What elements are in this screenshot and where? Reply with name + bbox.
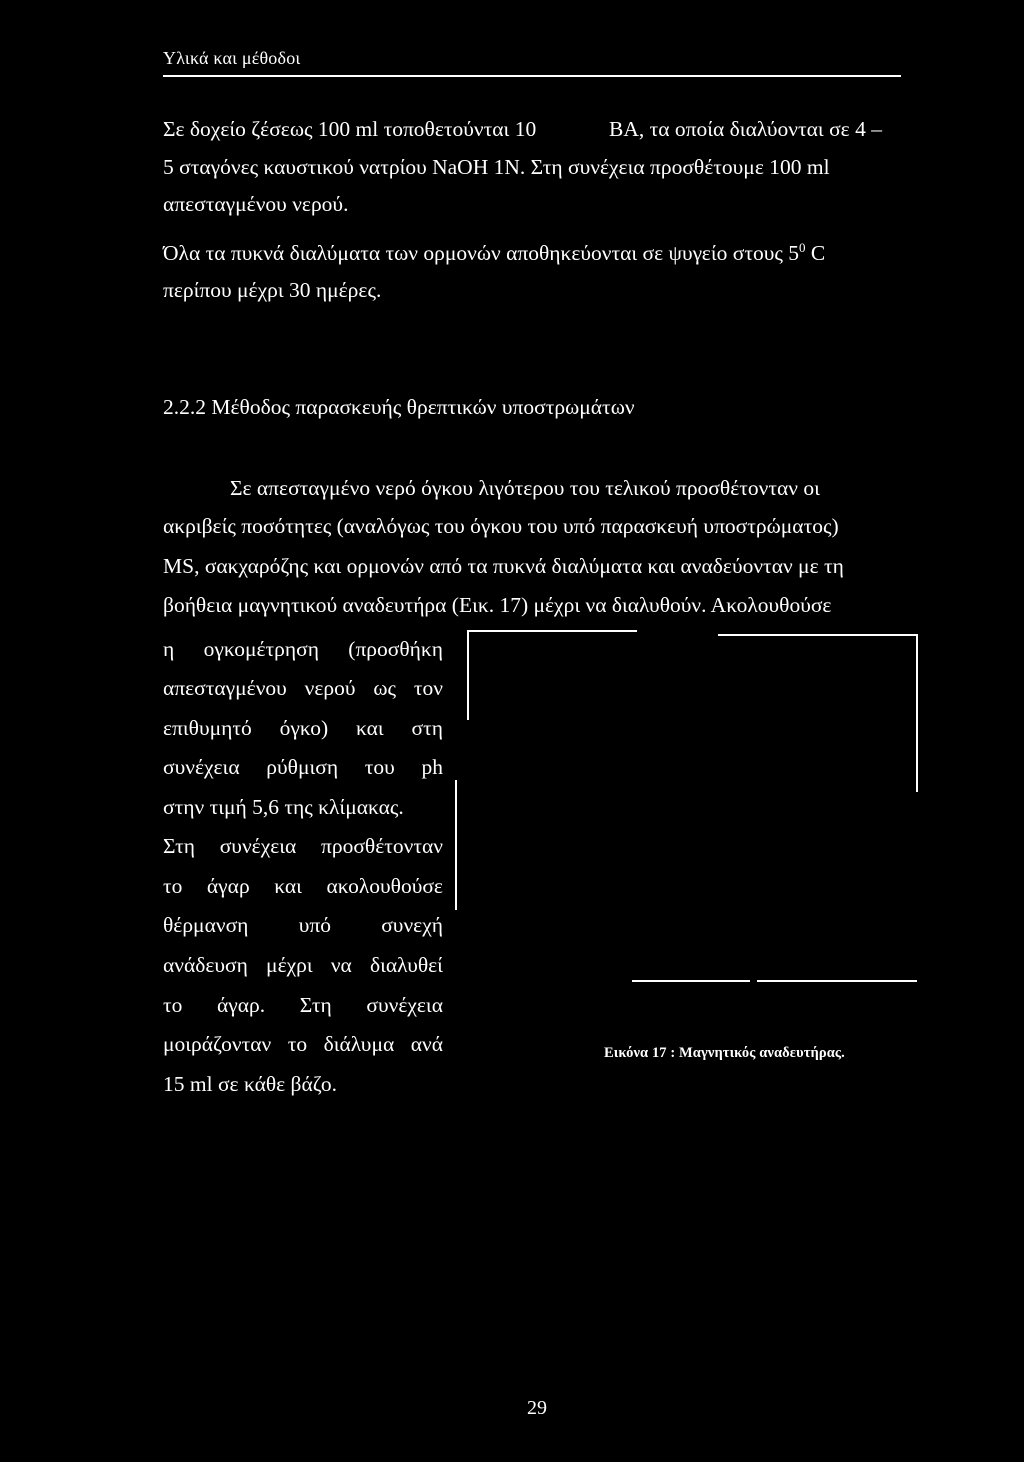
p1-line3: απεσταγμένου νερού. (163, 192, 349, 216)
word: (προσθήκη (348, 637, 443, 661)
figure-caption: Εικόνα 17 : Μαγνητικός αναδευτήρας. (604, 1045, 845, 1061)
p1-line2: 5 σταγόνες καυστικού νατρίου NaOH 1N. Στη συνέχεια προσθέτουμε 100 ml (163, 155, 830, 179)
word: όγκο) (279, 716, 329, 740)
word: ογκομέτρηση (203, 637, 319, 661)
running-header: Υλικά και μέθοδοι (163, 48, 301, 68)
frame-left-lower (455, 780, 457, 910)
word: τον (413, 676, 443, 700)
p3-narrow-line (163, 637, 443, 662)
word: το (163, 874, 183, 898)
frame-left-upper (467, 630, 469, 720)
frame-right (916, 634, 918, 792)
page-number: 29 (527, 1397, 547, 1419)
p3-narrow-line: στην τιμή 5,6 της κλίμακας. (163, 795, 404, 819)
p1-line1-part2: ΒΑ, τα οποία διαλύονται σε 4 – (609, 117, 882, 141)
header-rule (163, 75, 901, 77)
p3-line3: MS, σακχαρόζης και ορμονών από τα πυκνά διαλύματα και αναδεύονταν με τη (163, 554, 844, 578)
frame-bottom-right (757, 980, 917, 982)
p2-line2: περίπου μέχρι 30 ημέρες. (163, 278, 382, 302)
section-heading: 2.2.2 Μέθοδος παρασκευής θρεπτικών υποστρωμάτων (163, 395, 635, 419)
p3-narrow-line (163, 993, 443, 1018)
word: ανάδευση (163, 953, 248, 977)
word: θέρμανση (163, 913, 249, 937)
p2-line1-unit: C (805, 241, 826, 266)
word: μέχρι (266, 953, 313, 977)
word: συνέχεια (219, 834, 297, 858)
word: η (163, 637, 175, 661)
word: ph (421, 755, 443, 779)
p3-line4: βοήθεια μαγνητικού αναδευτήρα (Εικ. 17) μέχρι να διαλυθούν. Ακολουθούσε (163, 593, 832, 617)
word: άγαρ (206, 874, 250, 898)
p3-narrow-line (163, 834, 443, 859)
word: συνέχεια (163, 755, 240, 779)
word: στη (411, 716, 443, 740)
p3-narrow-line (163, 874, 443, 899)
word: Στη (163, 834, 196, 858)
word: συνέχεια (366, 993, 443, 1017)
degree-superscript: 0 (799, 240, 806, 255)
p3-narrow-line (163, 1032, 443, 1057)
p3-narrow-line: 15 ml σε κάθε βάζο. (163, 1072, 337, 1096)
word: προσθέτονταν (321, 834, 443, 858)
word: ανά (410, 1032, 443, 1056)
word: απεσταγμένου (163, 676, 287, 700)
frame-top-left (467, 630, 637, 632)
word: Στη (299, 993, 332, 1017)
word: συνεχή (381, 913, 443, 937)
p3-narrow-line (163, 953, 443, 978)
word: το (163, 993, 183, 1017)
word: του (364, 755, 395, 779)
word: διαλυθεί (369, 953, 443, 977)
word: ακολουθούσε (326, 874, 443, 898)
p3-narrow-line (163, 716, 443, 741)
p2-line1-text: Όλα τα πυκνά διαλύματα των ορμονών αποθηκεύονται σε ψυγείο στους 5 (163, 241, 799, 266)
p2-line1 (163, 240, 825, 266)
word: υπό (298, 913, 331, 937)
word: να (330, 953, 352, 977)
word: το (287, 1032, 308, 1056)
frame-bottom-left (632, 980, 750, 982)
p3-narrow-line (163, 676, 443, 701)
p3-line2: ακριβείς ποσότητες (αναλόγως του όγκου του υπό παρασκευή υποστρώματος) (163, 514, 839, 538)
p3-narrow-line (163, 755, 443, 780)
word: διάλυμα (323, 1032, 395, 1056)
word: και (274, 874, 302, 898)
p3-narrow-line (163, 913, 443, 938)
p3-line1: Σε απεσταγμένο νερό όγκου λιγότερου του τελικού προσθέτονταν οι (230, 476, 820, 500)
word: ρύθμιση (266, 755, 339, 779)
word: και (355, 716, 384, 740)
word: ως (373, 676, 397, 700)
word: νερού (304, 676, 356, 700)
word: άγαρ. (217, 993, 266, 1017)
frame-top-right (718, 634, 918, 636)
word: επιθυμητό (163, 716, 252, 740)
word: μοιράζονταν (163, 1032, 272, 1056)
p1-line1-part1: Σε δοχείο ζέσεως 100 ml τοποθετούνται 10 (163, 117, 537, 141)
